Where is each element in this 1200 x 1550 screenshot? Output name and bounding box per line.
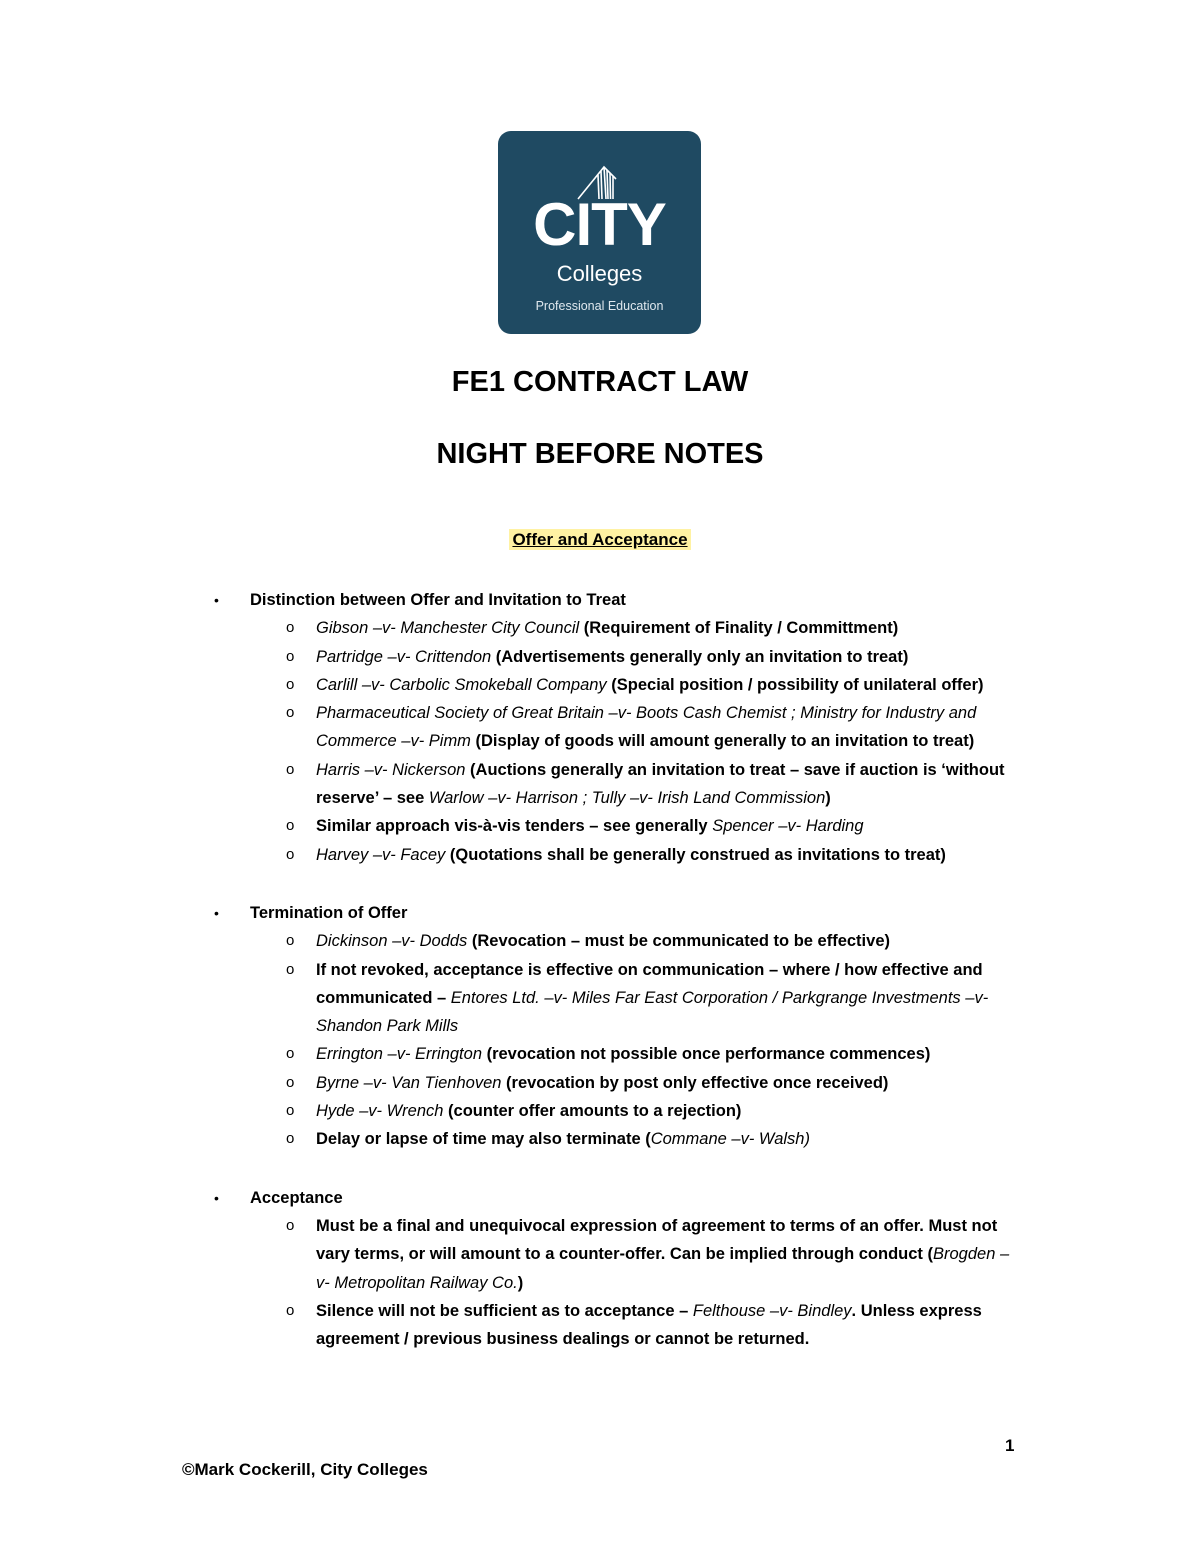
- sub-list-item: [250, 643, 1012, 671]
- note-text: (Revocation – must be communicated to be effective): [467, 932, 890, 951]
- sub-list-item: [250, 614, 1012, 642]
- sub-list: [250, 1212, 1012, 1353]
- sub-list-item: [250, 927, 1012, 955]
- bullet-heading: Termination of Offer: [250, 903, 408, 922]
- case-name: Carlill –v- Carbolic Smokeball Company: [316, 675, 607, 694]
- note-text: (Auctions generally an invitation to treat – save if auction is ‘without reserve’ – see: [316, 760, 1005, 808]
- sub-bullet-icon: o: [286, 1301, 295, 1319]
- sub-list-item: [250, 1125, 1012, 1153]
- case-name: Byrne –v- Van Tienhoven: [316, 1073, 502, 1092]
- page-number: 1: [1005, 1436, 1015, 1455]
- copyright-footer: ©Mark Cockerill, City Colleges: [182, 1460, 428, 1479]
- sub-bullet-icon: o: [286, 845, 295, 863]
- notes-content: [212, 586, 1012, 1353]
- city-colleges-logo: [498, 131, 701, 334]
- bullet-heading: Distinction between Offer and Invitation to Treat: [250, 591, 626, 609]
- note-text: (Requirement of Finality / Committment): [579, 619, 899, 638]
- bullet-dot-icon: •: [214, 592, 219, 608]
- note-text: (counter offer amounts to a rejection): [443, 1102, 742, 1121]
- sub-list-item: [250, 1297, 1012, 1354]
- sub-bullet-icon: o: [286, 647, 295, 665]
- sub-list-item: [250, 756, 1012, 813]
- sub-list-item: [250, 1212, 1012, 1297]
- bullet-section: [212, 586, 1012, 869]
- bullet-dot-icon: •: [214, 904, 219, 921]
- sub-list-item: [250, 1069, 1012, 1097]
- case-name: Hyde –v- Wrench: [316, 1102, 444, 1121]
- logo-city-text: CITY: [533, 191, 666, 258]
- sub-list-item: [250, 956, 1012, 1041]
- case-name: Dickinson –v- Dodds: [316, 932, 468, 951]
- note-text: . Unless express agreement / previous business dealings or cannot be returned.: [316, 1301, 982, 1349]
- case-name: Pharmaceutical Society of Great Britain –v- Boots Cash Chemist ; Ministry for Industry and Commerce –v- Pimm: [316, 704, 977, 751]
- note-text: Must be a final and unequivocal expression of agreement to terms of an offer. Must not vary terms, or will amount to a counter-offer. Can be implied through conduct (: [316, 1216, 998, 1264]
- sub-list-item: [250, 841, 1012, 869]
- sub-list-item: [250, 1040, 1012, 1068]
- case-name: Commane –v- Walsh): [650, 1130, 810, 1149]
- bullet-section: [212, 1184, 1012, 1354]
- case-name: Spencer –v- Harding: [712, 817, 864, 836]
- sub-bullet-icon: o: [286, 817, 295, 835]
- note-text: Similar approach vis-à-vis tenders – see generally: [316, 817, 713, 836]
- section-heading-text: Offer and Acceptance: [509, 529, 690, 550]
- case-name: Felthouse –v- Bindley: [692, 1301, 852, 1320]
- case-name: Entores Ltd. –v- Miles Far East Corporation / Parkgrange Investments –v- Shandon Park Mills: [316, 988, 989, 1036]
- case-name: Warlow –v- Harrison ; Tully –v- Irish Land Commission: [428, 789, 826, 808]
- case-name: Harvey –v- Facey: [316, 845, 446, 864]
- sub-list: [250, 927, 1012, 1153]
- logo-colleges-text: Colleges: [556, 261, 643, 286]
- sub-bullet-icon: o: [286, 704, 295, 722]
- note-text: (revocation by post only effective once received): [501, 1073, 889, 1092]
- case-name: Partridge –v- Crittendon: [316, 647, 492, 666]
- note-text: (Advertisements generally only an invitation to treat): [491, 647, 909, 666]
- case-name: Brogden –v- Metropolitan Railway Co.: [316, 1245, 1010, 1292]
- sub-bullet-icon: o: [286, 1102, 295, 1120]
- sub-bullet-icon: o: [286, 1216, 295, 1234]
- sub-list: [250, 614, 1012, 869]
- case-name: Harris –v- Nickerson: [316, 760, 466, 779]
- section-heading: [0, 530, 1200, 550]
- sub-bullet-icon: o: [286, 1130, 295, 1148]
- note-text: (Special position / possibility of unilateral offer): [606, 675, 984, 694]
- note-text: ): [517, 1273, 524, 1292]
- note-text: (Quotations shall be generally construed as invitations to treat): [445, 845, 946, 864]
- bullet-heading: Acceptance: [250, 1188, 343, 1207]
- sub-bullet-icon: o: [286, 960, 295, 978]
- sub-list-item: [250, 1097, 1012, 1125]
- case-name: Errington –v- Errington: [316, 1045, 482, 1064]
- sub-bullet-icon: o: [286, 1073, 295, 1091]
- logo-tagline: Professional Education: [535, 299, 664, 313]
- note-text: If not revoked, acceptance is effective on communication – where / how effective and communicated –: [316, 960, 983, 1007]
- note-text: ): [825, 789, 831, 808]
- sub-list-item: [250, 671, 1012, 699]
- document-subtitle: NIGHT BEFORE NOTES: [436, 438, 764, 470]
- sub-bullet-icon: o: [286, 1045, 295, 1063]
- sub-list-item: [250, 699, 1012, 756]
- document-title: FE1 CONTRACT LAW: [451, 366, 749, 398]
- sub-bullet-icon: o: [286, 619, 295, 637]
- note-text: (Display of goods will amount generally to an invitation to treat): [470, 732, 975, 751]
- sub-bullet-icon: o: [286, 932, 295, 950]
- note-text: Delay or lapse of time may also terminate (: [316, 1130, 651, 1149]
- note-text: Silence will not be sufficient as to acceptance –: [316, 1301, 693, 1320]
- bullet-dot-icon: •: [214, 1189, 219, 1206]
- sub-bullet-icon: o: [286, 760, 295, 778]
- note-text: (revocation not possible once performance commences): [482, 1045, 931, 1064]
- bullet-section: [212, 899, 1012, 1154]
- sub-list-item: [250, 812, 1012, 840]
- sub-bullet-icon: o: [286, 675, 295, 693]
- case-name: Gibson –v- Manchester City Council: [316, 619, 580, 638]
